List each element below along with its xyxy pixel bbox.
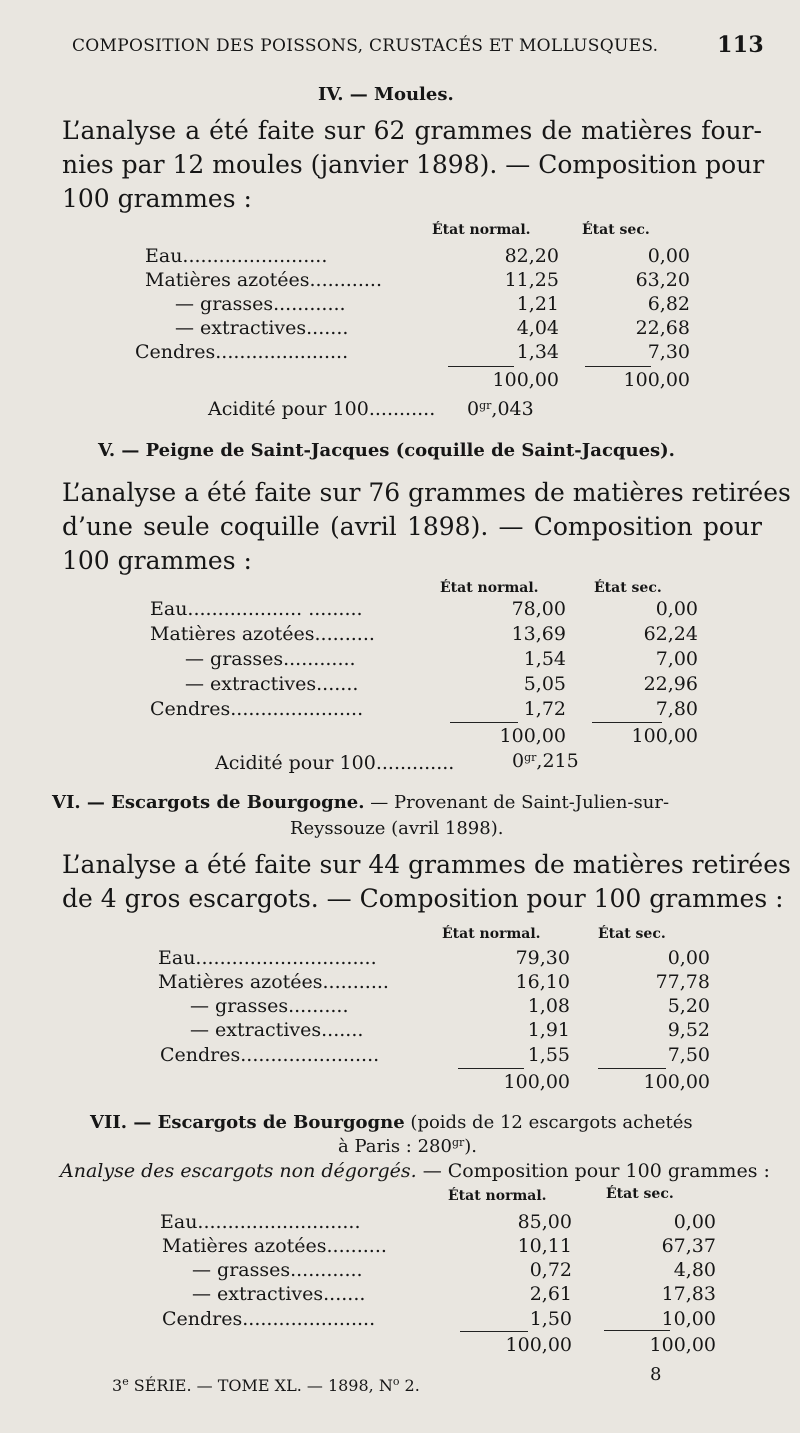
table-row: Eau........................... 85,00 0,00 [160,1211,716,1233]
section-v-acidity: Acidité pour 100............. [215,752,455,774]
section-vi-title: VI. — Escargots de Bourgogne. — Provenant de Saint-Julien-sur- [52,792,670,813]
table-row: — grasses............ 1,21 6,82 [175,293,690,315]
table-row: Cendres...................... 1,72 7,80 [150,698,698,720]
table-row: — grasses............ 0,72 4,80 [192,1259,716,1281]
section-vii-analysis: Analyse des escargots non dégorgés. — Composition pour 100 grammes : [60,1160,770,1182]
section-vii-title: VII. — Escargots de Bourgogne (poids de 12 escargots achetés [90,1112,693,1133]
section-v-acidity-value: $0^{gr},215$ [512,750,579,772]
col-header-sec: État sec. [582,222,650,238]
sum-rule [448,366,514,367]
sum-rule [598,1068,666,1069]
table-row: Matières azotées........... 16,10 77,78 [158,971,710,993]
section-iv-acidity-value: $0^{gr},043$ [467,398,534,420]
table-row-total: 100,00 100,00 [503,1071,710,1093]
section-v-intro: L’analyse a été faite sur 76 grammes de matières retirées d’une seule coquille (avril 1898). — Composition pour 100 grammes : [62,478,791,575]
section-vii-title-cont: à Paris : $280^{gr}$). [338,1136,478,1157]
table-row: Cendres...................... 1,34 7,30 [135,341,690,363]
table-row: Eau................... ......... 78,00 0,00 [150,598,698,620]
col-header-sec: État sec. [594,580,662,596]
sum-rule [604,1330,670,1331]
col-header-normal: État normal. [448,1188,547,1204]
table-row: — extractives....... 2,61 17,83 [192,1283,716,1305]
sum-rule [592,722,662,723]
table-row-total: 100,00 100,00 [492,369,690,391]
table-row: Matières azotées.......... 10,11 67,37 [162,1235,716,1257]
section-v-title: V. — Peigne de Saint-Jacques (coquille de Saint-Jacques). [98,440,675,461]
table-row: — extractives....... 4,04 22,68 [175,317,690,339]
page-number: 113 [717,32,764,58]
section-iv-intro: L’analyse a été faite sur 62 grammes de matières four- nies par 12 moules (janvier 1898). — Composition pour 100 grammes : [62,116,765,213]
table-row: — grasses............ 1,54 7,00 [185,648,698,670]
section-iv-acidity: Acidité pour 100........... [208,398,436,420]
sum-rule [585,366,651,367]
table-row: — extractives....... 5,05 22,96 [185,673,698,695]
table-row-total: 100,00 100,00 [499,725,698,747]
table-row: Eau.............................. 79,30 0,00 [158,947,710,969]
running-header [72,32,764,58]
section-vi-title-cont: Reyssouze (avril 1898). [290,818,504,839]
table-row-total: 100,00 100,00 [505,1334,716,1356]
col-header-sec: État sec. [598,926,666,942]
section-vi-intro: L’analyse a été faite sur 44 grammes de matières retirées de 4 gros escargots. — Composition pour 100 grammes : [62,850,791,913]
table-row: Cendres....................... 1,55 7,50 [160,1044,710,1066]
table-row: — grasses.......... 1,08 5,20 [190,995,710,1017]
table-row: Matières azotées............ 11,25 63,20 [145,269,690,291]
table-row: Cendres...................... 1,50 10,00 [162,1308,716,1330]
sum-rule [460,1331,528,1332]
col-header-normal: État normal. [432,222,531,238]
section-iv-title: IV. — Moules. [318,84,454,105]
col-header-normal: État normal. [442,926,541,942]
table-row: — extractives....... 1,91 9,52 [190,1019,710,1041]
sum-rule [450,722,518,723]
table-row: Matières azotées.......... 13,69 62,24 [150,623,698,645]
col-header-sec: État sec. [606,1186,674,1202]
col-header-normal: État normal. [440,580,539,596]
running-title: COMPOSITION DES POISSONS, CRUSTACÉS ET MOLLUSQUES. [72,36,659,56]
footer-signature: 8 [650,1364,662,1385]
table-row: Eau........................ 82,20 0,00 [145,245,690,267]
footer-series: 3e SÉRIE. — TOME XL. — 1898, $N^o$ 2. [112,1375,420,1395]
sum-rule [458,1068,524,1069]
